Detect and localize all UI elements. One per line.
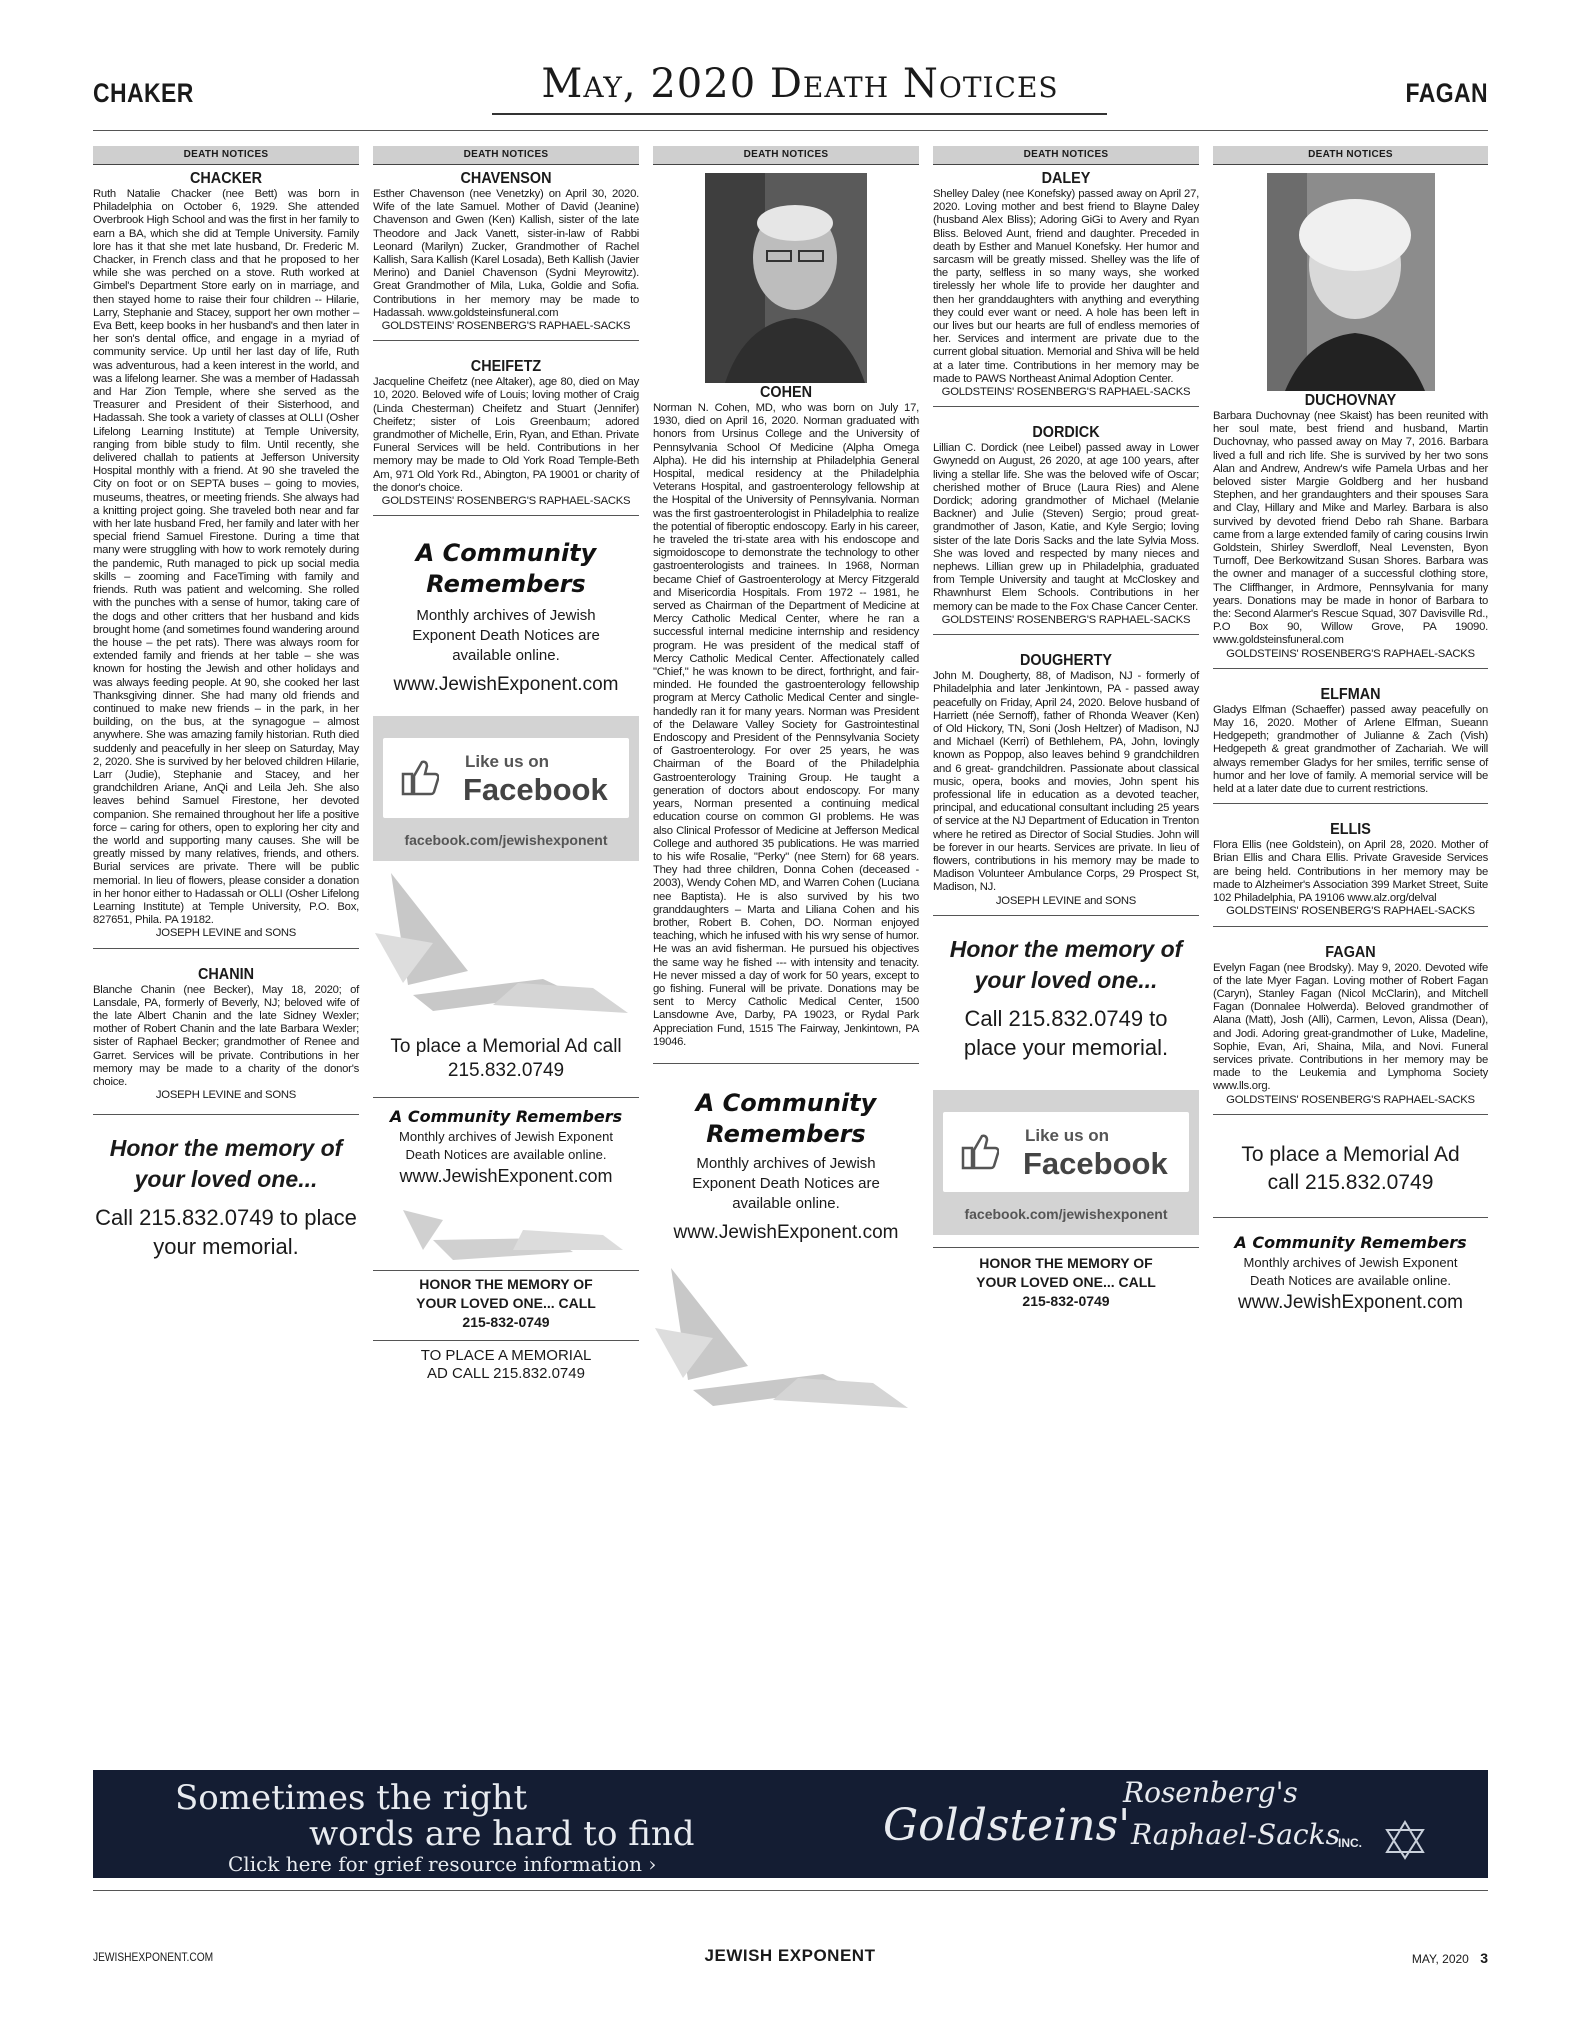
footer-date-page — [1412, 1950, 1488, 1966]
notice-name: DUCHOVNAY — [1304, 392, 1397, 409]
page-number: 3 — [1480, 1950, 1488, 1966]
honor-memory-caps-ad[interactable]: HONOR THE MEMORY OF YOUR LOVED ONE... CALL 215-832-0749 — [976, 1254, 1156, 1309]
notice-name: CHANIN — [198, 965, 254, 983]
divider — [933, 406, 1199, 407]
ad-subtitle: Monthly archives of Jewish Exponent Death Notices are available online. — [399, 1129, 613, 1163]
ad-title: A Community Remembers — [695, 1088, 877, 1148]
divider — [373, 1270, 639, 1271]
divider — [1213, 668, 1488, 669]
divider — [653, 1063, 919, 1064]
thumbs-up-icon — [959, 1130, 999, 1172]
notice-body: Norman N. Cohen, MD, who was born on July 17, 1930, died on April 16, 2020. Norman graduated with honors from Ursinus College and the University of Pennsylvania School Of Medicine (Alpha Omega Alpha). He did his internship at Philadelphia General Hospital, medical residency at the Philadelphia Veterans Hospital, and gastroenterology fellowship at the Hospital of the University of Pennsylvania. Norman was the first gastroenterologist in Philadelphia to realize the potential of fiberoptic endoscopy. Early in his career, he traveled the tri-state area with his endoscope and sigmoidoscope to demonstrate the technology to other gastroenterologists and trainees. In 1968, Norman became Chief of Gastroenterology at Mercy Fitzgerald and Misericordia Hospitals. From 1972 -- 1981, he served as Chairman of the Department of Medicine at Mercy Catholic Medical Center, where he ran a successful internal medicine internship and residency program. He was president of the medical staff of Mercy Catholic Medical Center. Affectionately called "Chief," he was known to be direct, forthright, and fair-minded. He founded the gastroenterology fellowship program at Mercy Catholic Medical Center and single-handedly ran it for many years. Norman was President of the Delaware Valley Society for Gastrointestinal Endoscopy and President of the Pennsylvania Society of Gastroenterology. For over 25 years, he was Chairman of the Board of the Philadelphia Gastroenterology Training Group. He taught a generation of doctors about endoscopy. For many years, Norman presented a continuing medical education course on common GI problems. He was also Clinical Professor of Medicine at Jefferson Medical College and authored 35 publications. He was married to his wife Rosalie, "Perky" (nee Stern) for 68 years. They had three children, Donna Cohen (deceased - 2003), Wendy Cohen MD, and Warren Cohen (Luciana nee Baptista). He is also survived by his two granddaughters – Marta and Liliana Cohen and his brother, Robert B. Cohen, DO. Norman enjoyed teaching, which he infused with his wry sense of humor. He was an avid fisherman. He pursued his objectives the same way he fished --- with intensity and tenacity. He never missed a day of work for 50 years, except to go fishing. Funeral will be private. Donations may be sent to Mercy Catholic Medical Center, 1500 Lansdowne Ave, Darby, PA 19023, or Rydal Park Appreciation Fund, 1515 The Fairway, Jenkintown, PA 19046. — [653, 402, 919, 1048]
divider — [373, 1340, 639, 1341]
column-3 — [653, 146, 919, 1761]
divider — [933, 1247, 1199, 1248]
fb-facebook-text: Facebook — [463, 772, 608, 808]
notice-body: Barbara Duchovnay (nee Skaist) has been reunited with her soul mate, best friend and husband, Martin Duchovnay, who passed away on May 7, 2016. Barbara lived a full and rich life. She is survived by her two sons Alan and Andrew, Andrew's wife Pamela Urbas and her beloved sister Margie Goldberg and her husband Stephen, and her grandaughters and their spouses Sara and Clay, Hillary and Mike and Marley. Barbara is also survived by devoted friend Debo rah Shane. Barbara came from a large extended family of caring cousins Irwin Goldstein, Shirley Swerdloff, Neal Levensten, Byon Turnoff, Dee Berkowitzand Susan Shores. Barbara was the owner and manager of a successful clothing store, The Cliffhanger, in Ardmore, Pennsylvania for many years. Donations may be made in honor of Barbara to the: Second Alarmer's Rescue Squad, 307 Davisville Rd., P.O Box 90, Willow Grove, PA 19090. www.goldsteinsfuneral.com — [1213, 410, 1488, 647]
memorial-ad-text[interactable]: To place a Memorial Ad call 215.832.0749 — [390, 1036, 622, 1082]
fb-url-link[interactable]: facebook.com/jewishexponent — [404, 832, 608, 849]
footer-date: MAY, 2020 — [1411, 1952, 1469, 1966]
divider — [93, 1114, 359, 1115]
notice-body: Evelyn Fagan (nee Brodsky). May 9, 2020. Devoted wife of the late Myer Fagan. Loving mother of Robert Fagan (Caryn), Stanley Fagan (Nicol McClarin), and Mitchell Fagan (Donnalee Holwerda). Beloved grandmother of Alana (Matt), Josh (Alli), Carmen, Levon, Alissa (Dean), and Jodi. Adoring great-grandmother of Luke, Madeline, Sophie, Evan, Ari, Shaina, Mila, and Novi. Funeral services private. Contributions in her memory may be made to the Leukemia and Lymphoma Society www.lls.org. — [1213, 961, 1488, 1093]
notice-signature: GOLDSTEINS' ROSENBERG'S RAPHAEL-SACKS — [1226, 905, 1475, 918]
funeral-home-logo-main: Goldsteins' — [883, 1800, 1131, 1851]
column-2 — [373, 146, 639, 1761]
column-1 — [93, 146, 359, 1761]
notice-name: FAGAN — [1325, 943, 1376, 961]
ad-subtitle: Monthly archives of Jewish Exponent Death Notices are available online. — [1243, 1254, 1458, 1288]
thumbs-up-icon — [399, 756, 439, 798]
column-label: DEATH NOTICES — [933, 146, 1199, 165]
column-4 — [933, 146, 1199, 1761]
portrait-photo — [705, 173, 867, 383]
divider — [933, 634, 1199, 635]
banner-line-2: words are hard to find — [309, 1814, 695, 1854]
column-label: DEATH NOTICES — [1213, 146, 1488, 165]
notice-signature: GOLDSTEINS' ROSENBERG'S RAPHAEL-SACKS — [941, 613, 1191, 626]
notice-signature: JOSEPH LEVINE and SONS — [995, 894, 1137, 907]
community-remembers-ad[interactable] — [653, 1088, 919, 1246]
notice-signature: JOSEPH LEVINE and SONS — [155, 1089, 297, 1102]
notice-signature: GOLDSTEINS' ROSENBERG'S RAPHAEL-SACKS — [941, 386, 1191, 399]
divider — [933, 915, 1199, 916]
portrait-silhouette — [1267, 173, 1435, 391]
funeral-home-logo-inc: INC. — [1338, 1836, 1362, 1850]
ad-subtitle: Monthly archives of Jewish Exponent Death Notices are available online. — [412, 607, 600, 665]
notice-name: CHACKER — [190, 170, 262, 187]
notice-body: Blanche Chanin (nee Becker), May 18, 2020; of Lansdale, PA, formerly of Beverly, NJ; beloved wife of the late Albert Chanin and the late Sidney Wexler; mother of Robert Chanin and the late Barbara Wexler; sister of Raphael Becker; grandmother of Renee and Garret. Services will be private. Contributions in her memory may be made to a charity of the donor's choice. — [93, 983, 359, 1088]
divider — [373, 1097, 639, 1098]
page-title: May, 2020 Death Notices — [541, 61, 1059, 107]
notice-name: DALEY — [1041, 170, 1091, 187]
page-header-left: CHAKER — [93, 78, 194, 108]
notice-name: DOUGHERTY — [1019, 652, 1112, 670]
column-label: DEATH NOTICES — [93, 146, 359, 165]
divider — [1213, 1114, 1488, 1115]
ad-subtitle: Monthly archives of Jewish Exponent Death Notices are available online. — [692, 1154, 880, 1212]
divider — [1213, 803, 1488, 804]
ad-url-link[interactable]: www.JewishExponent.com — [1238, 1291, 1463, 1313]
portrait-photo — [1267, 173, 1435, 391]
honor-memory-ad[interactable] — [93, 1133, 359, 1261]
facebook-ad[interactable] — [373, 716, 639, 861]
notice-name: CHAVENSON — [460, 170, 552, 187]
header-rule — [93, 130, 1488, 131]
ad-subtitle: Call 215.832.0749 to place your memorial. — [963, 1005, 1169, 1060]
notice-body: Jacqueline Cheifetz (nee Altaker), age 80, died on May 10, 2020. Beloved wife of Louis; loving mother of Craig (Linda Chesterman) Cheifetz and Stuart (Jennifer) Cheifetz; sister of Lois Greenbaum; adored grandmother of Michelle, Erin, Ryan, and Ethan. Private Funeral Services will be held. Contributions in her memory may be made to Old York Road Temple-Beth Am, 971 Old York Rd., Abington, PA 19001 or charity of the donor's choice. — [373, 376, 639, 494]
ad-url-link[interactable]: www.JewishExponent.com — [399, 1166, 613, 1187]
title-rule — [492, 113, 1107, 115]
fb-like-text: Like us on — [1025, 1125, 1110, 1145]
column-label: DEATH NOTICES — [653, 146, 919, 165]
fb-facebook-text: Facebook — [1023, 1145, 1168, 1181]
honor-memory-ad[interactable] — [933, 934, 1199, 1062]
portrait-silhouette — [705, 173, 867, 383]
fb-url-link[interactable]: facebook.com/jewishexponent — [964, 1205, 1168, 1222]
ad-url-link[interactable]: www.JewishExponent.com — [673, 1221, 899, 1243]
notice-name: ELLIS — [1330, 821, 1371, 839]
grief-resource-banner[interactable] — [93, 1770, 1488, 1878]
community-remembers-ad[interactable] — [373, 538, 639, 698]
footer-publication: JEWISH EXPONENT — [704, 1946, 876, 1965]
banner-link-text[interactable]: Click here for grief resource information › — [228, 1852, 657, 1876]
ad-title: A Community Remembers — [1234, 1232, 1467, 1252]
notice-body: Shelley Daley (nee Konefsky) passed away on April 27, 2020. Loving mother and best friend to Blayne Daley (husband Alex Bliss); Adoring GiGi to Avery and Ryan Bliss. Beloved Aunt, friend and daughter. Preceded in death by Esther and Manuel Konefsky. Her humor and sarcasm will be greatly missed. Shelley was the life of the party, selfless in so many ways, she worked tirelessly her whole life to provide her daughter and then her granddaughters with anything and everything they could ever want or need. A hole has been left in our lives but our hearts are full of endless memories of her. Services and interment are private due to the current global situation. Memorial and Shiva will be held at a later time. Contributions in her memory may be made to PAWS Northeast Animal Adoption Center. — [933, 188, 1199, 385]
star-of-david-icon — [1383, 1820, 1427, 1860]
star-of-david-graphic — [373, 1200, 639, 1266]
funeral-home-logo-top: Rosenberg's — [1123, 1776, 1298, 1809]
star-of-david-graphic — [373, 873, 639, 1023]
funeral-home-logo-bottom: Raphael-Sacks — [1131, 1818, 1340, 1851]
notice-body: John M. Dougherty, 88, of Madison, NJ - formerly of Philadelphia and later Jenkintown, PA - passed away peacefully on Friday, April 24, 2020. Belove husband of Harriett (née Sernoff), father of Rhonda Weaver (Ken) of Old Hickory, TN, Soni (Josh Heltzer) of Madison, NJ and Michael (Kerri) of Bethlehem, PA, John, lovingly known as Poppop, also leaves behind 9 grandchildren and 6 great- grandchildren. Passionate about classical music, opera, books and movies, John spent his professional life in education as a devoted teacher, principal, and educational consultant including 25 years of service at the NJ Department of Education in Trenton where he retired as Director of Social Studies. John will be forever in our hearts. Services are private. In lieu of flowers, contributions in his memory may be made to Madison Volunteer Ambulance Corps, 29 Prospect St, Madison, NJ. — [933, 670, 1199, 894]
divider — [373, 515, 639, 516]
notice-name: COHEN — [759, 384, 813, 401]
community-remembers-ad[interactable] — [373, 1106, 639, 1188]
honor-memory-caps-ad[interactable]: HONOR THE MEMORY OF YOUR LOVED ONE... CALL 215-832-0749 — [416, 1276, 596, 1331]
divider — [1213, 926, 1488, 927]
community-remembers-ad[interactable] — [1213, 1232, 1488, 1315]
notice-body: Flora Ellis (nee Goldstein), on April 28, 2020. Mother of Brian Ellis and Chara Ellis. Private Graveside Services are being held. Contributions in her memory may be made to Alzheimer's Association 399 Market Street, Suite 102 Philadelphia, PA 19106 www.alz.org/delval — [1213, 839, 1488, 905]
notice-signature: GOLDSTEINS' ROSENBERG'S RAPHAEL-SACKS — [381, 495, 631, 508]
divider — [373, 340, 639, 341]
notice-signature: GOLDSTEINS' ROSENBERG'S RAPHAEL-SACKS — [1226, 647, 1475, 660]
notice-body: Gladys Elfman (Schaeffer) passed away peacefully on May 16, 2020. Mother of Arlene Elfman, Sueann Hedgepeth; grandmother of Julianne & Zach (Vish) Hedgepeth & great grandmother of Zachariah. We will always remember Gladys for her smiles, terrific sense of humor and her love of family. A memorial service will be held at a later date due to current restrictions. — [1213, 703, 1488, 796]
page-header-right: FAGAN — [1405, 78, 1488, 108]
column-5 — [1213, 146, 1488, 1761]
footer-website: JEWISHEXPONENT.COM — [93, 1950, 214, 1964]
notice-body: Esther Chavenson (nee Venetzky) on April 30, 2020. Wife of the late Samuel. Mother of David (Jeanine) Chavenson and Gwen (Ken) Kallish, sister of the late Theodore and Jack Vanett, sister-in-law of Rabbi Leonard (Marilyn) Zucker, Grandmother of Rachel Kallish, Sara Kallish (Karel Losada), Beth Kallish (Javier Merino) and Daniel Chavenson (Sydni Meyrowitz). Great Grandmother of Mila, Luka, Goldie and Sofia. Contributions in her memory may be made to Hadassah. www.goldsteinsfuneral.com — [373, 188, 639, 319]
ad-title: Honor the memory of your loved one... — [109, 1135, 343, 1193]
banner-line-1: Sometimes the right — [175, 1778, 528, 1818]
divider — [93, 948, 359, 949]
column-label: DEATH NOTICES — [373, 146, 639, 165]
ad-title: Honor the memory of your loved one... — [949, 935, 1183, 993]
facebook-ad[interactable] — [933, 1090, 1199, 1235]
ad-url-link[interactable]: www.JewishExponent.com — [393, 674, 619, 696]
ad-title: A Community Remembers — [415, 539, 597, 599]
notice-signature: JOSEPH LEVINE and SONS — [155, 927, 297, 940]
ad-subtitle: Call 215.832.0749 to place your memorial. — [95, 1205, 357, 1260]
notice-body: Ruth Natalie Chacker (nee Bett) was born in Philadelphia on October 6, 1929. She attended Overbrook High School and was the first in her family to earn a BA, which she did at Temple University. Family lore has it that she met late husband, Dr. Frederic M. Chacker, in French class and that he proposed to her while she was perched on a stove. Ruth worked at Gimbel's Department Store early on in marriage, and then stayed home to raise their four children -- Hilarie, Larry, Stephanie and Stacey, support her own mother – Eva Bett, keep books in her husband's and then later in her son's dental office, and engage in a myriad of community service. Up until her last day of life, Ruth was adventurous, had a keen interest in the world, and was a lifelong learner. She was a member of Hadassah and Har Zion Temple, where she served as the Treasurer and President of their Sisterhood, and Hadassah. She took a variety of classes at OLLI (Osher Lifelong Learning Institute) at Temple University, ranging from bible study to film. Until recently, she delivered challah to patients at Jefferson University Hospital monthly with a friend. At 90 she traveled the City on foot or on SEPTA buses – going to movies, museums, theatres, or meeting friends. She always had a knitting project going. She traveled both near and far with her late husband Fred, her family and later with her special friend Samuel Firestone. During a time that many were struggling with how to work remotely during the pandemic, Ruth managed to pick up social media skills – zooming and FaceTiming with family and friends. Ruth was patient and welcoming. She rolled with the punches with a sense of humor, taking care of the dogs and other critters that her husband and kids brought home (and sometimes found wandering around the house – the pet rats). There was always room for extended family and friends at her table – she was known for hosting the Jewish and other holidays and was always feeding people. At 90, she cooked her last Thanksgiving dinner. She had many old friends and continued to make new friends – in the park, in her building, on the bus, at the synagogue – almost anywhere. She was amazing family historian. Ruth died suddenly and peacefully in her sleep on Saturday, May 2, 2020. She is survived by her beloved children Hilarie, Larr (Judie), Stephanie and Stacey, and her grandchildren Ariane, AnQi and Leila Jeh. She also leaves behind Samuel Firestone, her devoted companion. She remained throughout her life a positive force – caring for others, open to exploring her city and the world and supporting many causes. She will be greatly missed by many relatives, friends, and others. Burial services are private. There will be public memorial. In lieu of flowers, please consider a donation in her honor either to Hadassah or OLLI (Osher Lifelong Learning Institute) at Temple University, P.O. Box, 827651, Phila. PA 19182. — [93, 188, 359, 927]
notice-name: DORDICK — [1032, 424, 1100, 442]
memorial-ad-text[interactable]: To place a Memorial Ad call 215.832.0749 — [1241, 1142, 1460, 1194]
memorial-caps-ad[interactable]: TO PLACE A MEMORIAL AD CALL 215.832.0749 — [420, 1347, 592, 1383]
notice-signature: GOLDSTEINS' ROSENBERG'S RAPHAEL-SACKS — [381, 320, 631, 333]
divider — [1213, 1217, 1488, 1218]
notice-body: Lillian C. Dordick (nee Leibel) passed away in Lower Gwynedd on August, 26 2020, at age 100 years, after living a stellar life. She was the beloved wife of Oscar; cherished mother of Bruce (Laura Ries) and Alene Dordick; adoring grandmother of Michael (Melanie Backner) and Julie (Steven) Sergio; proud great-grandmother of Jason, Katie, and Kyle Sergio; loving sister of the late Doris Sacks and the late Sylvia Moss. She was loved and respected by many nieces and nephews. Lillian grew up in Philadelphia, graduated from Temple University and taught at McCloskey and Rhawnhurst Elem Schools. Contributions in her memory can be made to the Fox Chase Cancer Center. — [933, 442, 1199, 613]
notice-name: CHEIFETZ — [470, 358, 542, 376]
ad-title: A Community Remembers — [389, 1107, 623, 1127]
fb-like-text: Like us on — [465, 752, 550, 772]
star-of-david-graphic — [653, 1268, 919, 1418]
footer-rule — [93, 1890, 1488, 1891]
notice-name: ELFMAN — [1320, 685, 1381, 703]
notice-signature: GOLDSTEINS' ROSENBERG'S RAPHAEL-SACKS — [1226, 1093, 1475, 1106]
